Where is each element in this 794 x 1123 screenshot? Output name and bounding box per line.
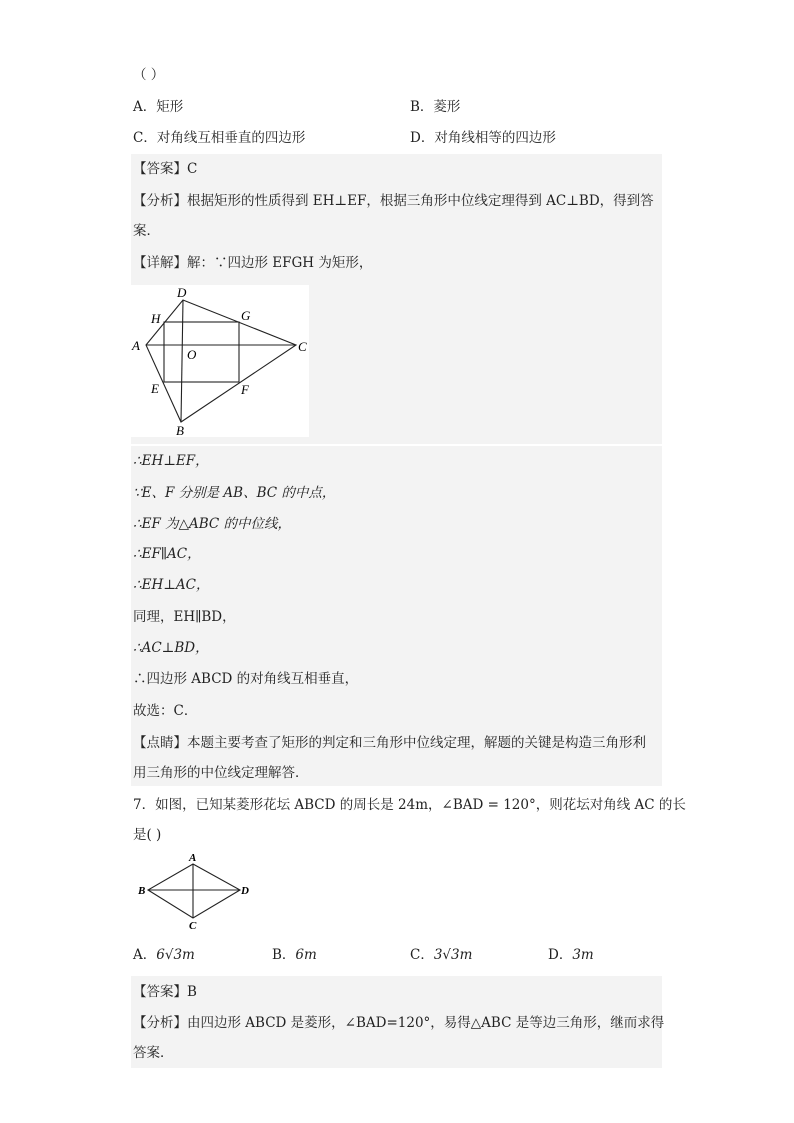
figure-label-e: E (151, 381, 159, 396)
figure-label-b: B (176, 423, 184, 437)
q6-step-1: ∴EH⊥EF， (133, 453, 209, 469)
detail-tag: 【详解】 (133, 255, 187, 271)
q6-analysis-line1 (133, 192, 654, 210)
option-letter: A． (133, 947, 157, 963)
q6-step-9: 故选：C． (133, 703, 198, 719)
q7-stem-line1: 7．如图，已知某菱形花坛 ABCD 的周长是 24m，∠BAD = 120°，则花坛对角线 AC 的长 (133, 797, 686, 813)
option-text: 菱形 (433, 99, 461, 115)
q7-option-b[interactable] (272, 946, 317, 964)
answer-tag: 【答案】 (133, 984, 187, 1000)
q7-option-a[interactable] (133, 946, 195, 964)
q6-comment-line2: 用三角形的中位线定理解答． (133, 765, 309, 781)
q7-label-c: C (189, 920, 197, 932)
q6-analysis-line2: 案． (133, 223, 160, 239)
option-text: 6√3m (156, 947, 195, 963)
comment-text: 本题主要考查了矩形的判定和三角形中位线定理，解题的关键是构造三角形利 (187, 735, 646, 751)
analysis-tag: 【分析】 (133, 193, 187, 209)
q7-answer (133, 983, 197, 1001)
option-text: 对角线互相垂直的四边形 (156, 130, 306, 146)
q7-analysis-line2: 答案． (133, 1045, 174, 1061)
q6-detail-intro (133, 254, 372, 272)
figure-label-o: O (187, 347, 197, 362)
option-letter: B． (410, 99, 434, 115)
q6-option-a[interactable] (133, 98, 183, 116)
option-letter: D． (410, 130, 435, 146)
option-text: 3√3m (433, 947, 473, 963)
answer-value: B (187, 984, 197, 1000)
q6-step-8: ∴四边形 ABCD 的对角线互相垂直， (133, 671, 359, 687)
q7-analysis-line1 (133, 1014, 664, 1032)
option-letter: C． (133, 130, 157, 146)
q6-step-4: ∴EF∥AC， (133, 546, 201, 562)
q6-paren: （ ） (133, 67, 165, 83)
comment-tag: 【点睛】 (133, 735, 187, 751)
q7-stem-line2: 是( ) (133, 827, 162, 843)
q6-step-3: ∴EF 为△ABC 的中位线， (133, 516, 292, 532)
option-text: 矩形 (156, 99, 184, 115)
q6-answer (133, 160, 197, 178)
q6-option-b[interactable] (410, 98, 460, 116)
q6-step-6: 同理，EH∥BD， (133, 609, 236, 625)
figure-label-a: A (132, 338, 140, 353)
q6-step-2: ∵E、F 分别是 AB、BC 的中点， (133, 485, 336, 501)
q6-step-7: ∴AC⊥BD， (133, 640, 209, 656)
q6-option-c[interactable] (133, 129, 305, 147)
q6-step-5: ∴EH⊥AC， (133, 577, 210, 593)
option-text: 3m (572, 947, 594, 963)
answer-tag: 【答案】 (133, 161, 187, 177)
q7-option-c[interactable] (410, 946, 472, 964)
q7-label-d: D (241, 885, 249, 897)
option-letter: B． (272, 947, 296, 963)
analysis-tag: 【分析】 (133, 1015, 187, 1031)
figure-label-h: H (151, 311, 161, 326)
figure-label-g: G (241, 308, 251, 323)
option-letter: D． (548, 947, 573, 963)
option-text: 对角线相等的四边形 (434, 130, 556, 146)
option-letter: A． (133, 99, 157, 115)
figure-label-c: C (298, 339, 307, 354)
q7-label-b: B (138, 885, 146, 897)
figure-label-d: D (177, 285, 187, 300)
q7-figure (136, 850, 256, 932)
answer-value: C (187, 161, 198, 177)
q6-option-d[interactable] (410, 129, 556, 147)
figure-label-f: F (241, 382, 249, 397)
q7-label-a: A (189, 852, 197, 864)
detail-text: 解：∵四边形 EFGH 为矩形， (187, 255, 373, 271)
q6-figure (131, 285, 309, 437)
q7-option-d[interactable] (548, 946, 594, 964)
option-text: 6m (295, 947, 317, 963)
option-letter: C． (410, 947, 434, 963)
q6-comment-line1 (133, 734, 646, 752)
analysis-text: 由四边形 ABCD 是菱形，∠BAD=120°，易得△ABC 是等边三角形，继而求得 (187, 1015, 665, 1031)
analysis-text: 根据矩形的性质得到 EH⊥EF，根据三角形中位线定理得到 AC⊥BD，得到答 (187, 193, 654, 209)
